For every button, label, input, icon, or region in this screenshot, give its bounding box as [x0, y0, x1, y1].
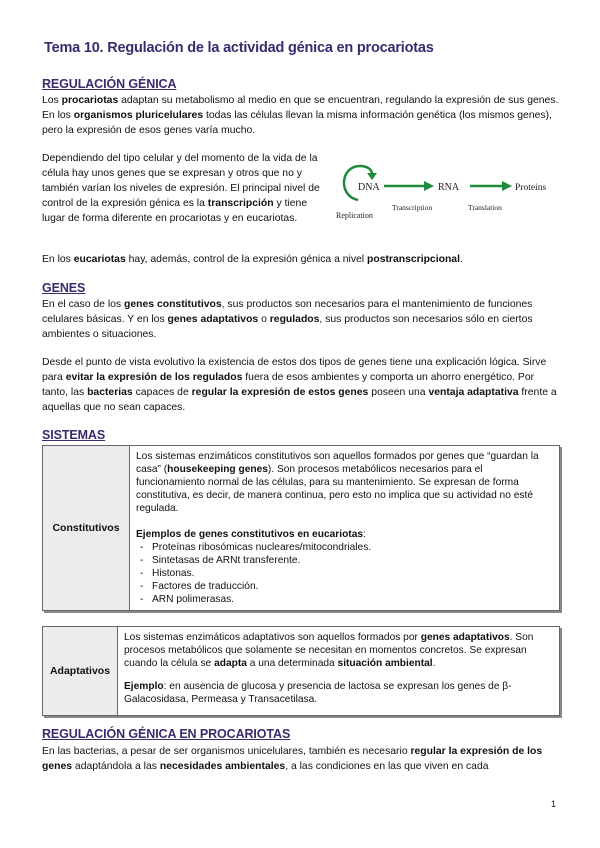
section-heading-regulacion-procariotas: REGULACIÓN GÉNICA EN PROCARIOTAS [42, 727, 291, 741]
adaptive-content [118, 627, 559, 715]
section-heading-genes: GENES [42, 281, 86, 295]
transcription-label: Transcription [392, 203, 433, 212]
dna-label: DNA [358, 182, 380, 193]
constitutive-examples-list [136, 541, 553, 606]
paragraph-eukaryotes: En los eucariotas hay, además, control de la expresión génica a nivel postranscripcional. [42, 254, 463, 265]
adaptive-example: Ejemplo: en ausencia de glucosa y presencia de lactosa se expresan los genes de β-Galacosidasa, Permeasa y Transacetilasa. [124, 681, 512, 705]
list-item: - Sintetasas de ARNt transferente. [136, 554, 553, 567]
constitutive-label: Constitutivos [43, 446, 130, 610]
list-item: - ARN polimerasas. [136, 593, 553, 606]
adaptive-description: Los sistemas enzimáticos adaptativos son aquellos formados por genes adaptativos. Son procesos metabólicos que solamente se necesitan en momentos concretos. Se expresan cuando la célula se adapta a una determinada situación ambiental. [124, 632, 534, 669]
translation-label: Translation [468, 203, 502, 212]
list-item: - Histonas. [136, 567, 553, 580]
replication-label: Replication [336, 211, 373, 220]
paragraph-bacteria: En las bacterias, a pesar de ser organismos unicelulares, también es necesario regular la expresión de los genes adaptándola a las necesidades ambientales, a las condiciones en las que viven en cada [42, 746, 543, 772]
section-heading-sistemas: SISTEMAS [42, 428, 106, 442]
paragraph-prokaryotes: Los procariotas adaptan su metabolismo al medio en que se encuentran, regulando la expresión de sus genes. En los organismos pluricelulares todas las células llevan la misma información genética (los mismos genes), pero la expresión de esos genes varía mucho. [42, 95, 559, 136]
page-number: 1 [551, 799, 557, 809]
adaptive-label: Adaptativos [43, 627, 118, 715]
rna-label: RNA [438, 182, 460, 193]
constitutive-systems-box [42, 445, 560, 611]
adaptive-systems-box [42, 626, 560, 716]
central-dogma-diagram [336, 160, 560, 222]
paragraph-gene-types: En el caso de los genes constitutivos, sus productos son necesarios para el mantenimiento de funciones celulares básicas. Y en los genes adaptativos o regulados, sus productos son necesarios sólo en ciertos ambientes o situaciones. [42, 299, 533, 340]
list-item: - Proteínas ribosómicas nucleares/mitocondriales. [136, 541, 553, 554]
proteins-label: Proteins [515, 183, 547, 193]
constitutive-content [130, 446, 559, 610]
transcription-arrowhead [424, 181, 434, 191]
document-title: Tema 10. Regulación de la actividad génica en procariotas [44, 40, 434, 56]
replication-arrowhead [367, 173, 377, 180]
section-heading-regulacion-genica: REGULACIÓN GÉNICA [42, 77, 177, 91]
constitutive-examples-title: Ejemplos de genes constitutivos en eucariotas: [136, 529, 366, 540]
constitutive-description: Los sistemas enzimáticos constitutivos son aquellos formados por genes que “guardan la casa” (housekeeping genes). Son procesos metabólicos necesarios para el funcionamiento normal de las células, para su mantenimiento. Se expresan de forma constitutiva, es decir, de manera continua, pero esto no implica que su actividad no esté regulada. [136, 451, 539, 514]
paragraph-evolution: Desde el punto de vista evolutivo la existencia de estos dos tipos de genes tiene una explicación lógica. Sirve para evitar la expresión de los regulados fuera de esos ambientes y comporta un ahorro energético. Por tanto, las bacterias capaces de regular la expresión de estos genes poseen una ventaja adaptativa frente a aquellas que no sean capaces. [42, 357, 557, 413]
translation-arrowhead [502, 181, 512, 191]
list-item: - Factores de traducción. [136, 580, 553, 593]
paragraph-expression-levels: Dependiendo del tipo celular y del momento de la vida de la célula hay unos genes que se expresan y otros que no y también varían los niveles de expresión. El principal nivel de control de la expresión génica es la transcripción y tiene lugar de forma diferente en procariotas y en eucariotas. [42, 153, 320, 224]
